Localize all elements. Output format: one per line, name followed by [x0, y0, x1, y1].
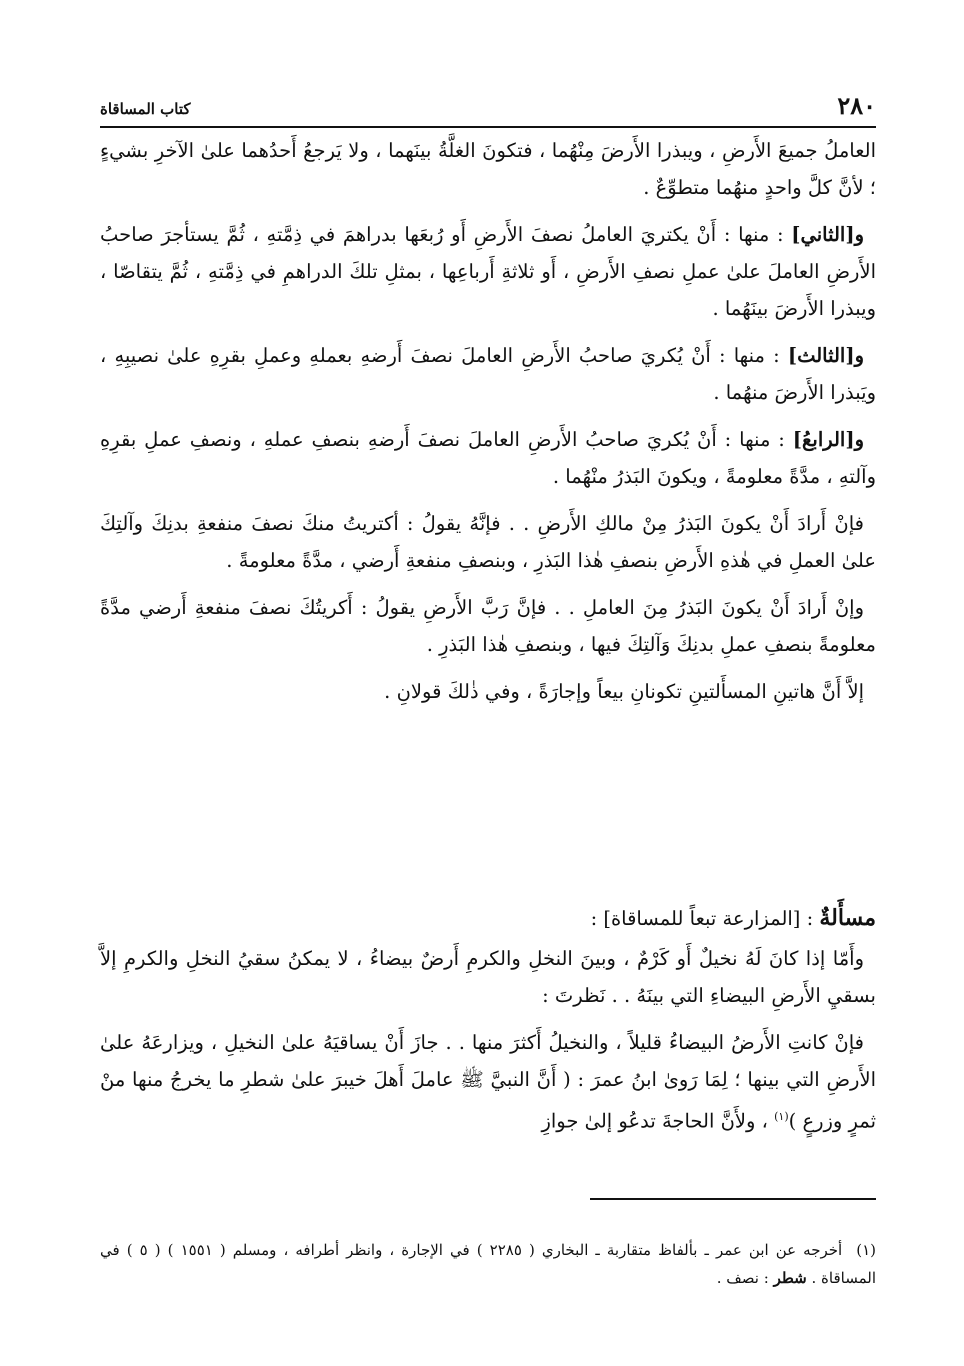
issue-heading [100, 900, 876, 937]
footnote-text: أخرجه عن ابن عمر ـ بألفاظ متقاربة ـ البخاري ( ٢٢٨٥ ) في الإجارة ، وانظر أطرافه ، ومسلم ( ١٥٥١ ) ( ٥ ) في المساقاة . [100, 1241, 876, 1287]
footnote-divider [590, 1198, 876, 1200]
issue-title: : [المزارعة تبعاً للمساقاة] : [590, 907, 820, 930]
footnote-definition: : نصف . [716, 1269, 774, 1287]
footnote [100, 1236, 876, 1292]
paragraph [100, 337, 876, 411]
paragraph [100, 589, 876, 663]
footnote-marker: (١) [774, 1110, 789, 1123]
main-text [100, 132, 876, 720]
header-divider [100, 126, 876, 128]
footnote-number: (١) [856, 1241, 876, 1259]
paragraph-text: فإنْ أَرادَ أَنْ يكونَ البَذرُ مِنْ مالكِ الأَرضِ . . فإنَّهُ يقولُ : أكتريتُ منكَ نصفَ منفعةِ بدنِكَ وآلتِكَ علىٰ العملِ في هٰذهِ الأَرضِ بنصفِ هٰذا البَذرِ ، وبنصفِ منفعةِ أَرضي ، مدَّةً معلومةً . [100, 512, 876, 572]
paragraph [100, 505, 876, 579]
paragraph-text: وإنْ أَرادَ أَنْ يكونَ البَذرُ مِنَ العاملِ . . فإنَّ رَبَّ الأَرضِ يقولُ : أَكريتُكَ نصفَ منفعةِ أَرضي مدَّةً معلومةً بنصفِ عملِ بدنِكَ وَآلتِكَ فيها ، وبنصفِ هٰذا البَذرِ . [100, 596, 876, 656]
paragraph-tail: ، ولأَنَّ الحاجةَ تدعُو إلىٰ جوازِ [541, 1109, 775, 1133]
page-header [100, 84, 876, 126]
section-lead: و[الثاني] [791, 223, 864, 246]
paragraph [100, 673, 876, 710]
paragraph [100, 1024, 876, 1140]
paragraph [100, 940, 876, 1014]
paragraph [100, 216, 876, 327]
section-lead: و[الرابعُ] [792, 428, 864, 451]
paragraph-text: : منها : أَنْ يُكريَ صاحبُ الأَرضِ العاملَ نصفَ أَرضهِ بنصفِ عملهِ ، ونصفِ عملِ بقرِهِ وآلتهِ ، مدَّةً معلومةً ، ويكونَ البَذرُ منْهُما . [100, 428, 876, 488]
paragraph-text: فإنْ كانتِ الأَرضُ البيضاءُ قليلاً ، والنخيلُ أَكثرَ منها . . جازَ أَنْ يساقيَهُ علىٰ النخيلِ ، ويزارعَهُ علىٰ الأَرضِ التي بينها ؛ لِمَا رَوىٰ ابنُ عمرَ : ( أَنَّ النبيَّ ﷺ عاملَ أَهلَ خيبرَ علىٰ شطرِ ما يخرجُ منها منْ ثمرٍ وزرعٍ ) [100, 1031, 876, 1133]
paragraph [100, 132, 876, 206]
paragraph-text: وأَمّا إذا كانَ لَهُ نخيلٌ أَو كَرْمٌ ، وبينَ النخلِ والكرمِ أَرضٌ بيضاءُ ، لا يمكنُ سقيُ النخلِ والكرمِ إلاَّ بسقيِ الأَرضِ البيضاءِ التي بينَهُ . . نَظرتَ : [100, 947, 876, 1007]
paragraph-text: : منها : أَنْ يكتريَ العاملُ نصفَ الأَرضِ أَو رُبعَها بدراهمَ في ذِمَّتهِ ، ثُمَّ يستأجرَ صاحبُ الأَرضِ العاملَ علىٰ عملِ نصفِ الأَرضِ ، أَو ثلاثةِ أَرباعِها ، بمثلِ تلكَ الدراهمِ في ذِمَّتهِ ، ثُمَّ يتقاصّا ، ويبذرا الأَرضَ بينَهُما . [100, 223, 876, 320]
paragraph [100, 421, 876, 495]
issue-text [100, 940, 876, 1150]
paragraph-text: إلاَّ أَنَّ هاتينِ المسأَلتينِ تكونانِ بيعاً وإجارَةً ، وفي ذٰلكَ قولانِ . [384, 680, 864, 703]
footnote-term: شطر [773, 1269, 807, 1287]
paragraph-text: : منها : أَنْ يُكريَ صاحبُ الأَرضِ العاملَ نصفَ أَرضهِ بعملهِ وعملِ بقرِهِ علىٰ نصيبِهِ ، ويَبذرا الأَرضَ منهُما . [100, 344, 876, 404]
running-title: كتاب المساقاة [100, 100, 191, 118]
issue-label: مسأَلةٌ [819, 905, 876, 931]
section-lead: و[الثالث] [787, 344, 864, 367]
page-number: ٢٨٠ [837, 91, 876, 120]
paragraph-text: العاملُ جميعَ الأَرضِ ، ويبذرا الأَرضَ مِنْهُما ، فتكونَ الغلَّةُ بينَهما ، ولا يَرجعُ أَحدُهما علىٰ الآخرِ بشيءٍ ؛ لأنَّ كلَّ واحدٍ منهُما متطوِّعٌ . [100, 139, 876, 199]
